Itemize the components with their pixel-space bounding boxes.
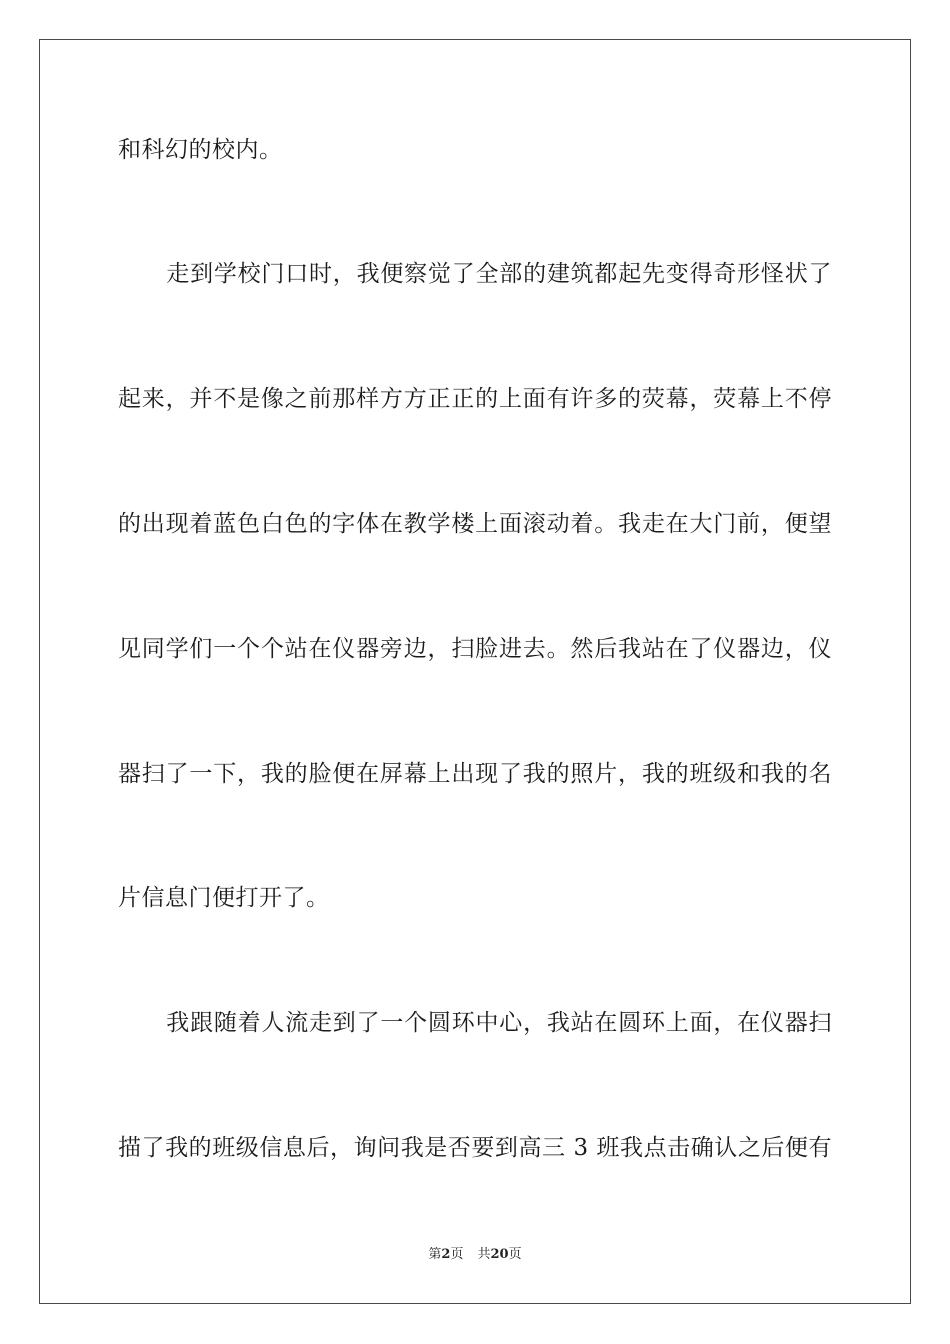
total-unit: 页: [508, 1247, 522, 1262]
text-line: 起来，并不是像之前那样方方正正的上面有许多的荧幕，荧幕上不停: [118, 386, 832, 412]
paragraph-first-line: 走到学校门口时，我便察觉了全部的建筑都起先变得奇形怪状了: [166, 261, 832, 287]
text-line: 描了我的班级信息后，询问我是否要到高三 3 班我点击确认之后便有: [118, 1135, 832, 1161]
text-line: 的出现着蓝色白色的字体在教学楼上面滚动着。我走在大门前，便望: [118, 511, 832, 537]
text-line: 和科幻的校内。: [118, 137, 283, 163]
text-line: 片信息门便打开了。: [118, 885, 330, 911]
text-line: 器扫了一下，我的脸便在屏幕上出现了我的照片，我的班级和我的名: [118, 761, 832, 787]
total-page-number: 20: [490, 1247, 509, 1262]
page-border: [39, 39, 911, 1304]
text-line: 见同学们一个个站在仪器旁边，扫脸进去。然后我站在了仪器边，仪: [118, 636, 832, 662]
page-number-footer: [0, 1246, 950, 1264]
page-unit: 页: [450, 1247, 464, 1262]
current-page-number: 2: [441, 1247, 451, 1262]
page-prefix: 第: [428, 1247, 442, 1262]
total-prefix: 共: [477, 1247, 491, 1262]
paragraph-first-line: 我跟随着人流走到了一个圆环中心，我站在圆环上面，在仪器扫: [166, 1010, 832, 1036]
